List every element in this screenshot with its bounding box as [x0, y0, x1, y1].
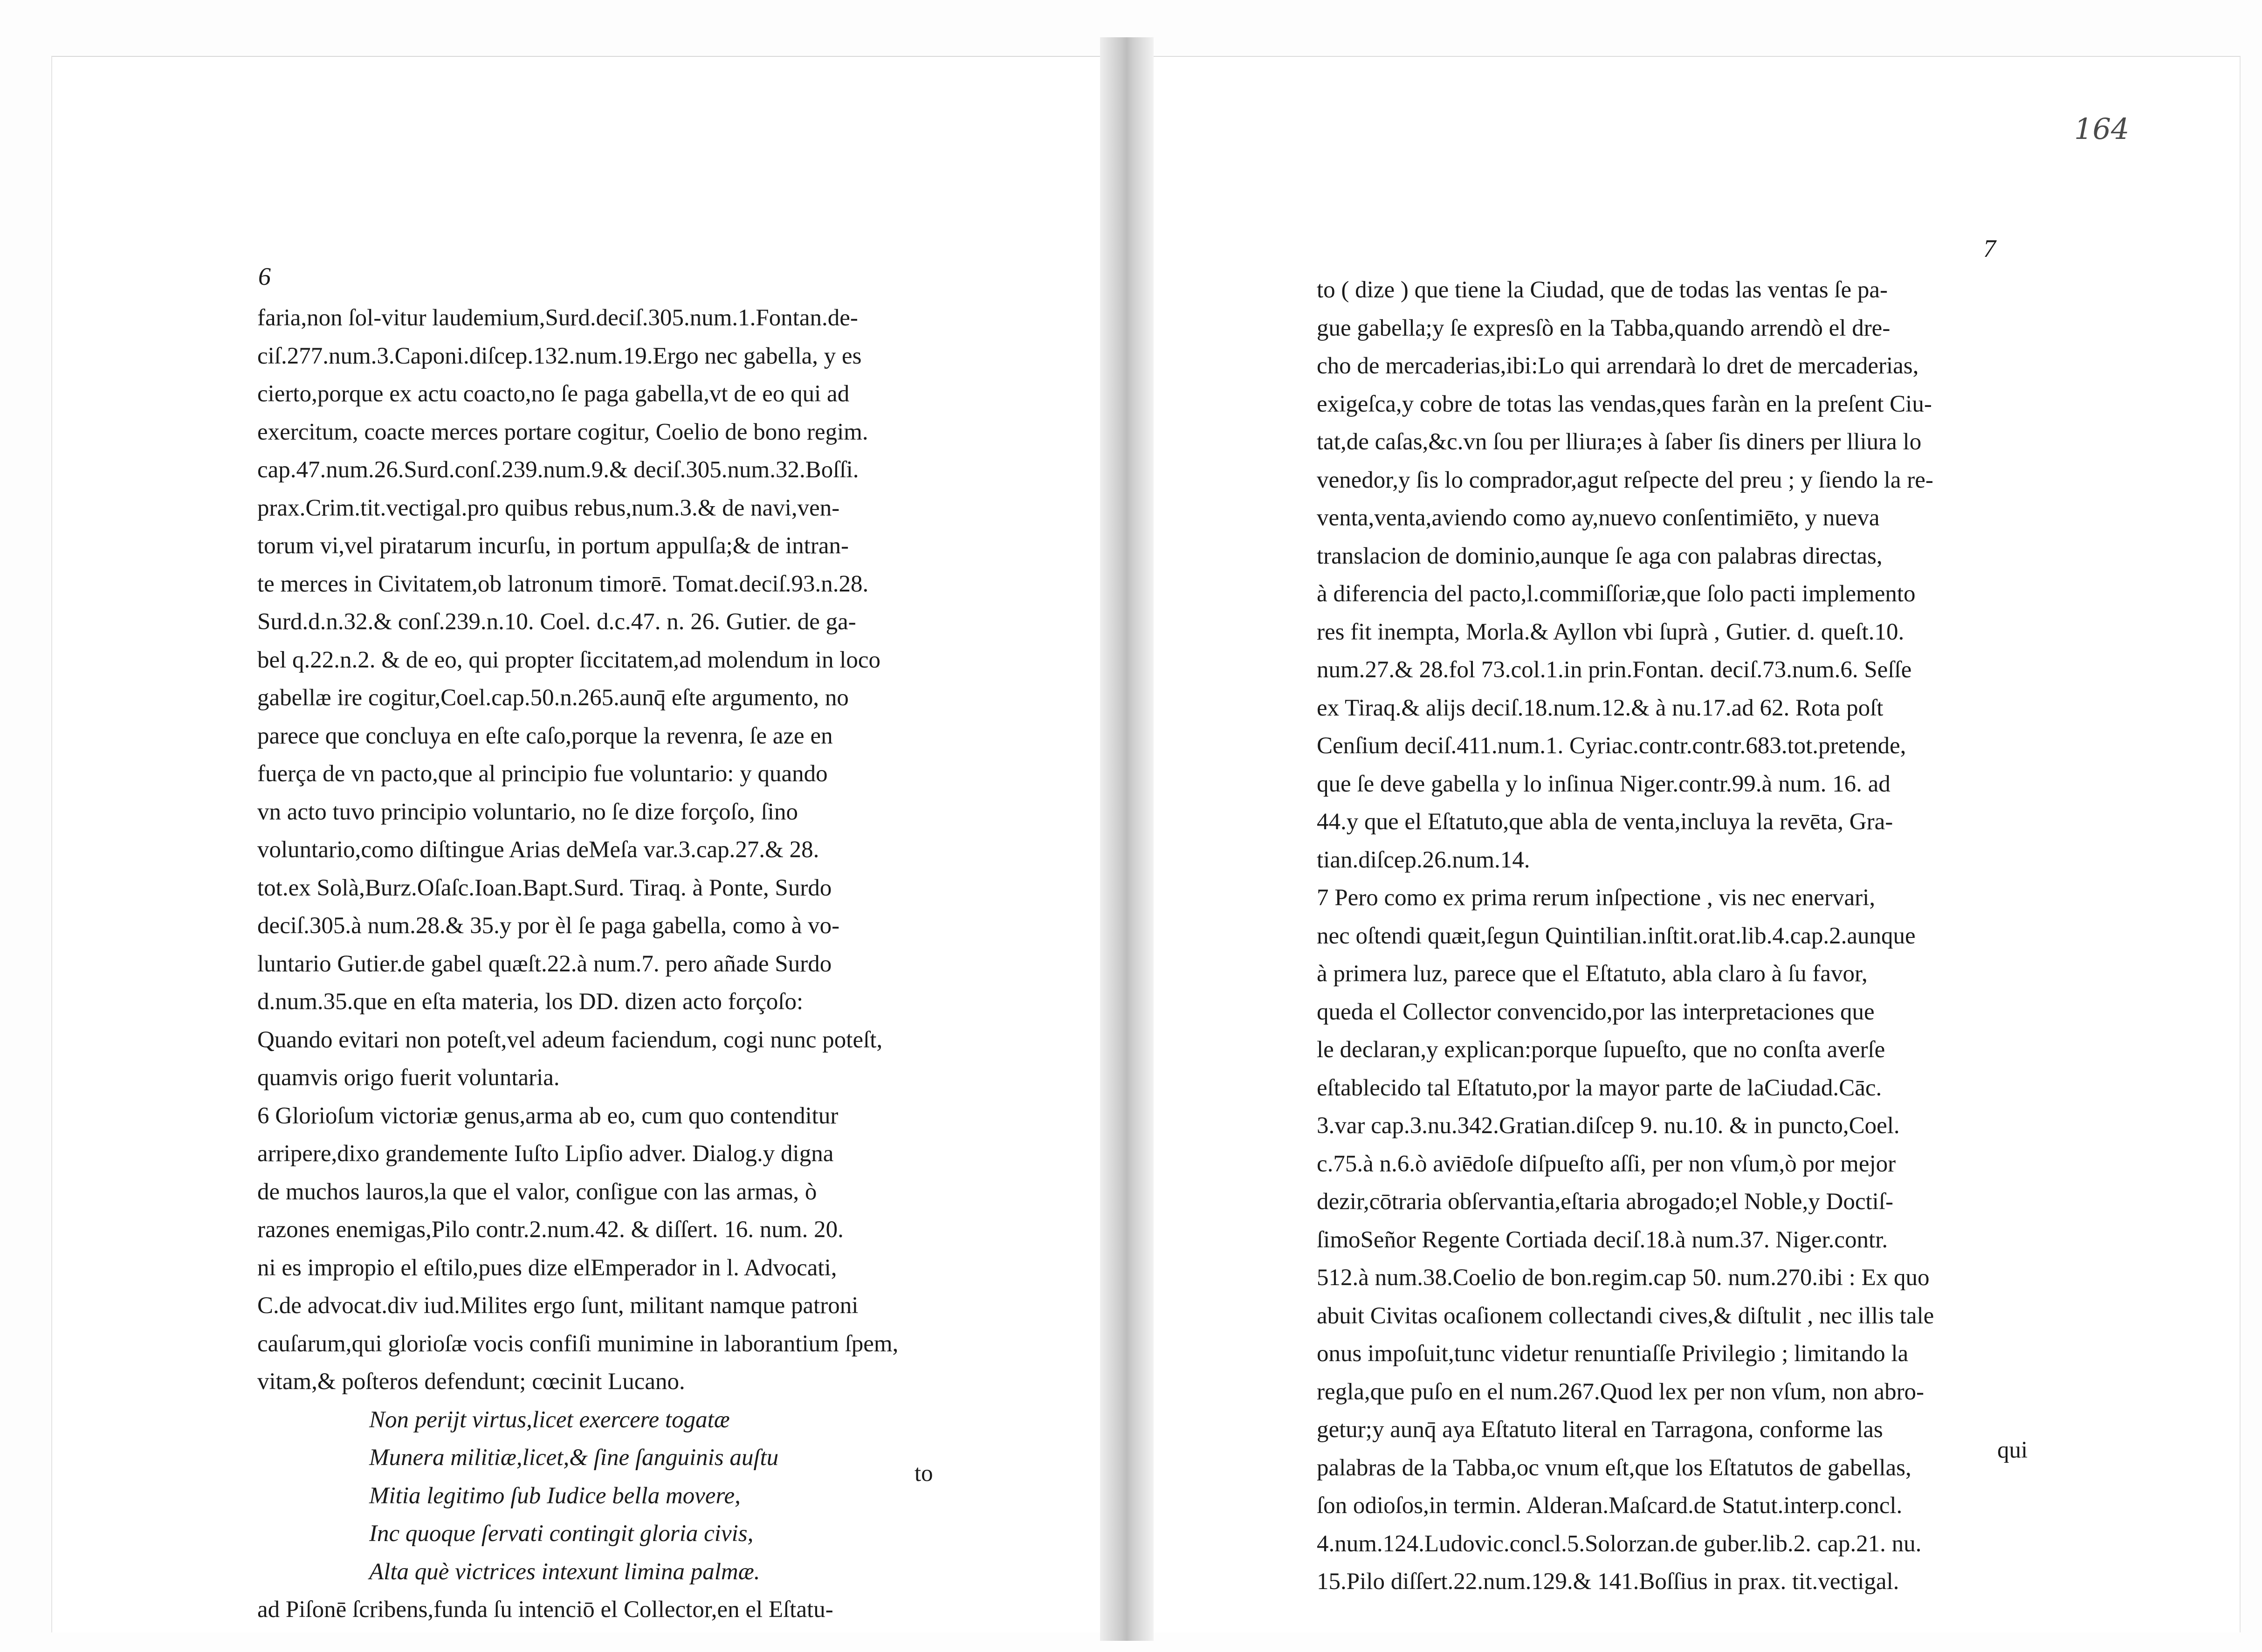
text-line: Mitia legitimo ſub Iudice bella movere, [369, 1482, 741, 1509]
text-line: 4.num.124.Ludovic.concl.5.Solorzan.de guber.lib.2. cap.21. nu. [1317, 1530, 1922, 1557]
text-line: C.de advocat.div iud.Milites ergo ſunt, militant namque patroni [257, 1293, 859, 1319]
text-line: 44.y que el Eſtatuto,que abla de venta,incluya la revēta, Gra- [1317, 809, 1893, 835]
text-line: tian.diſcep.26.num.14. [1317, 847, 1530, 873]
text-line: translacion de dominio,aunque ſe aga con palabras directas, [1317, 543, 1883, 569]
text-line: te merces in Civitatem,ob latronum timorē. Tomat.deciſ.93.n.28. [257, 571, 869, 597]
text-line: tat,de caſas,&c.vn ſou per lliura;es à ſaber ſis diners per lliura lo [1317, 429, 1922, 455]
text-line: Alta què victrices intexunt limina palmæ. [369, 1558, 760, 1585]
text-line: queda el Collector convencido,por las interpretaciones que [1317, 998, 1875, 1025]
right-page-text [1317, 271, 2156, 1601]
text-line: razones enemigas,Pilo contr.2.num.42. & diſſert. 16. num. 20. [257, 1217, 844, 1243]
text-line: nec oſtendi quæit,ſegun Quintilian.inſtit.orat.lib.4.cap.2.aunque [1317, 922, 1916, 949]
text-line: vitam,& poſteros defendunt; cœcinit Lucano. [257, 1369, 685, 1395]
text-line: gabellæ ire cogitur,Coel.cap.50.n.265.aunq̄ eſte argumento, no [257, 685, 849, 711]
text-line: parece que concluya en eſte caſo,porque la revenra, ſe aze en [257, 723, 833, 749]
left-catchword: to [914, 1460, 933, 1487]
text-line: cho de mercaderias,ibi:Lo qui arrendarà lo dret de mercaderias, [1317, 353, 1919, 379]
text-line: cauſarum,qui glorioſæ vocis confiſi munimine in laborantium ſpem, [257, 1330, 899, 1357]
folio-mark: 164 [2074, 112, 2130, 146]
text-line: à diferencia del pacto,l.commiſſoriæ,que ſolo pacti implemento [1317, 581, 1916, 607]
text-line: num.27.& 28.fol 73.col.1.in prin.Fontan. deciſ.73.num.6. Seſſe [1317, 657, 1912, 683]
text-line: ex Tiraq.& alijs deciſ.18.num.12.& à nu.17.ad 62. Rota poſt [1317, 695, 1884, 721]
text-line: arripere,dixo grandemente Iuſto Lipſio adver. Dialog.y digna [257, 1141, 834, 1167]
text-line: ſon odioſos,in termin. Alderan.Maſcard.de Statut.interp.concl. [1317, 1493, 1903, 1519]
text-line: bel q.22.n.2. & de eo, qui propter ſiccitatem,ad molendum in loco [257, 647, 881, 673]
text-line: venedor,y ſis lo comprador,agut reſpecte del preu ; y ſiendo la re- [1317, 467, 1933, 493]
text-line: prax.Crim.tit.vectigal.pro quibus rebus,num.3.& de navi,ven- [257, 495, 840, 521]
text-line: tot.ex Solà,Burz.Oſaſc.Ioan.Bapt.Surd. Tiraq. à Ponte, Surdo [257, 874, 832, 901]
text-line: deciſ.305.à num.28.& 35.y por èl ſe paga gabella, como à vo- [257, 913, 840, 939]
text-line: 512.à num.38.Coelio de bon.regim.cap 50. num.270.ibi : Ex quo [1317, 1265, 1930, 1291]
text-line: de muchos lauros,la que el valor, conſigue con las armas, ò [257, 1178, 817, 1205]
text-line: faria,non ſol-vitur laudemium,Surd.deciſ.305.num.1.Fontan.de- [257, 305, 858, 331]
right-catchword: qui [1997, 1437, 2028, 1463]
text-line: luntario Gutier.de gabel quæſt.22.à num.7. pero añade Surdo [257, 950, 832, 977]
right-page-number: 7 [1983, 234, 1996, 262]
text-line: quamvis origo fuerit voluntaria. [257, 1065, 560, 1091]
text-line: palabras de la Tabba,oc vnum eſt,que los Eſtatutos de gabellas, [1317, 1454, 1911, 1481]
text-line: ciſ.277.num.3.Caponi.diſcep.132.num.19.Ergo nec gabella, y es [257, 343, 862, 369]
text-line: Quando evitari non poteſt,vel adeum faciendum, cogi nunc poteſt, [257, 1026, 883, 1053]
text-line: c.75.à n.6.ò aviēdoſe diſpueſto aſſi, per non vſum,ò por mejor [1317, 1150, 1896, 1177]
text-line: Munera militiæ,licet,& ſine ſanguinis auſtu [369, 1445, 779, 1471]
text-line: cierto,porque ex actu coacto,no ſe paga gabella,vt de eo qui ad [257, 381, 850, 407]
text-line: gue gabella;y ſe expresſò en la Tabba,quando arrendò el dre- [1317, 315, 1891, 341]
text-line: vn acto tuvo principio voluntario, no ſe dize forçoſo, ſino [257, 798, 798, 825]
text-line: to ( dize ) que tiene la Ciudad, que de todas las ventas ſe pa- [1317, 277, 1888, 303]
text-line: cap.47.num.26.Surd.conſ.239.num.9.& deciſ.305.num.32.Boſſi. [257, 457, 859, 483]
text-line: abuit Civitas ocaſionem collectandi cives,& diſtulit , nec illis tale [1317, 1302, 1934, 1329]
text-line: exercitum, coacte merces portare cogitur, Coelio de bono regim. [257, 419, 868, 445]
text-line: Non perijt virtus,licet exercere togatæ [369, 1406, 730, 1433]
text-line: à primera luz, parece que el Eſtatuto, abla claro à ſu favor, [1317, 961, 1868, 987]
text-line: getur;y aunq̄ aya Eſtatuto literal en Tarragona, conforme las [1317, 1417, 1883, 1443]
left-page-number: 6 [258, 262, 271, 290]
text-line: onus impoſuit,tunc videtur renuntiaſſe Privilegio ; limitando la [1317, 1341, 1909, 1367]
left-page [51, 56, 1101, 1632]
book-gutter [1100, 37, 1154, 1641]
text-line: ad Piſonē ſcribens,funda ſu intenciō el Collector,en el Eſtatu- [257, 1597, 833, 1623]
text-line: 3.var cap.3.nu.342.Gratian.diſcep 9. nu.10. & in puncto,Coel. [1317, 1113, 1900, 1139]
text-line: eſtablecido tal Eſtatuto,por la mayor parte de laCiudad.Cāc. [1317, 1074, 1882, 1101]
text-line: venta,venta,aviendo como ay,nuevo conſentimiēto, y nueva [1317, 505, 1880, 531]
text-line: res fit inempta, Morla.& Ayllon vbi ſuprà , Gutier. d. queſt.10. [1317, 619, 1904, 645]
text-line: ni es impropio el eſtilo,pues dize elEmperador in l. Advocati, [257, 1254, 837, 1281]
left-page-text [257, 299, 994, 1629]
right-page [1154, 56, 2241, 1632]
text-line: Surd.d.n.32.& conſ.239.n.10. Coel. d.c.47. n. 26. Gutier. de ga- [257, 609, 856, 635]
text-line: dezir,cōtraria obſervantia,eſtaria abrogado;el Noble,y Doctiſ- [1317, 1189, 1893, 1215]
text-line: d.num.35.que en eſta materia, los DD. dizen acto forçoſo: [257, 989, 804, 1015]
text-line: regla,que puſo en el num.267.Quod lex per non vſum, non abro- [1317, 1378, 1925, 1405]
text-line: 15.Pilo diſſert.22.num.129.& 141.Boſſius in prax. tit.vectigal. [1317, 1569, 1899, 1595]
text-line: ſimoSeñor Regente Cortiada deciſ.18.à num.37. Niger.contr. [1317, 1226, 1888, 1253]
text-line: exigeſca,y cobre de totas las vendas,ques faràn en la preſent Ciu- [1317, 391, 1932, 417]
text-line: Cenſium deciſ.411.num.1. Cyriac.contr.contr.683.tot.pretende, [1317, 733, 1906, 759]
text-line: fuerça de vn pacto,que al principio fue voluntario: y quando [257, 761, 828, 787]
text-line: Inc quoque ſervati contingit gloria civis, [369, 1521, 754, 1547]
text-line: le declaran,y explican:porque ſupueſto, que no conſta averſe [1317, 1037, 1885, 1063]
text-line: torum vi,vel piratarum incurſu, in portum appulſa;& de intran- [257, 533, 849, 559]
text-line: voluntario,como diſtingue Arias deMeſa var.3.cap.27.& 28. [257, 837, 819, 863]
text-line: que ſe deve gabella y lo inſinua Niger.contr.99.à num. 16. ad [1317, 771, 1891, 797]
text-line: 7 Pero como ex prima rerum inſpectione , vis nec enervari, [1317, 885, 1876, 911]
text-line: 6 Glorioſum victoriæ genus,arma ab eo, cum quo contenditur [257, 1102, 839, 1129]
